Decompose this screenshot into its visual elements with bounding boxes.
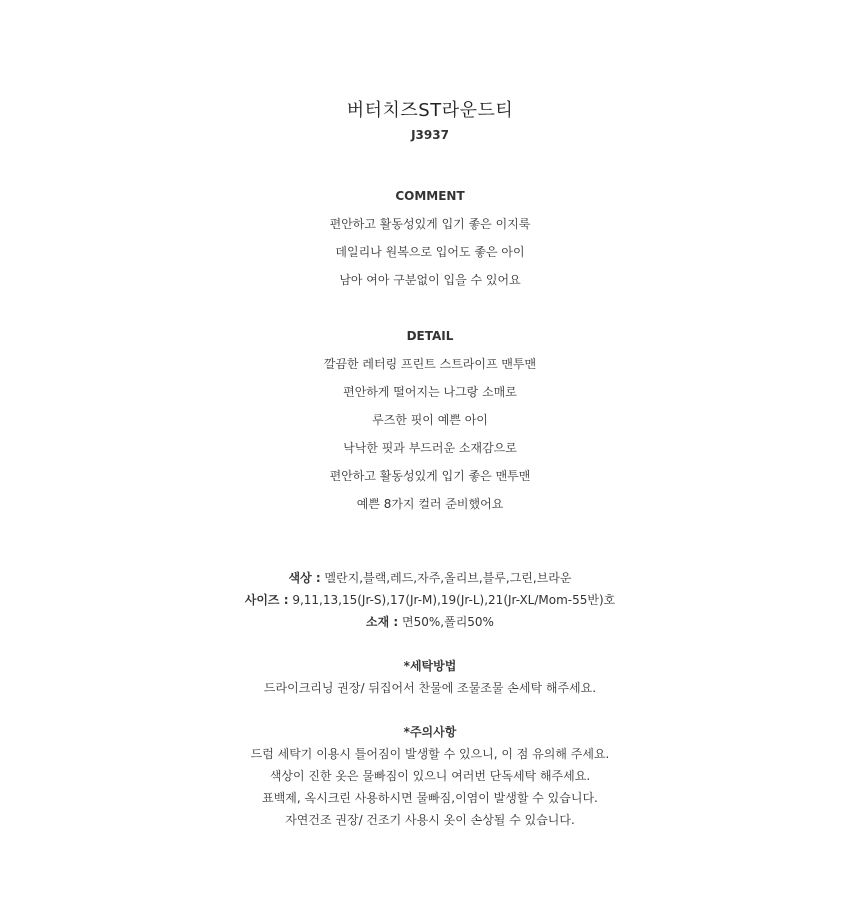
washing-heading: *세탁방법 [403,659,457,673]
color-label: 색상 : [288,571,321,585]
comment-line: 남아 여아 구분없이 입을 수 있어요 [339,273,521,287]
detail-heading: DETAIL [406,329,454,343]
comment-line: 편안하고 활동성있게 입기 좋은 이지룩 [329,217,531,231]
product-info-section [0,567,860,633]
detail-line: 깔끔한 레터링 프린트 스트라이프 맨투맨 [323,357,537,371]
washing-line: 드라이크리닝 권장/ 뒤집어서 찬물에 조물조물 손세탁 해주세요. [263,681,597,695]
comment-heading: COMMENT [395,189,465,203]
material-row [0,611,860,633]
color-value: 멜란지,블랙,레드,자주,올리브,블루,그린,브라운 [320,571,572,585]
caution-heading: *주의사항 [403,725,457,739]
product-title: 버터치즈ST라운드티 [346,100,514,121]
size-label: 사이즈 : [244,593,289,607]
material-label: 소재 : [366,615,399,629]
caution-line: 자연건조 권장/ 건조기 사용시 옷이 손상될 수 있습니다. [285,813,575,827]
size-row [0,589,860,611]
size-value: 9,11,13,15(Jr-S),17(Jr-M),19(Jr-L),21(Jr-XL/Mom-55반)호 [288,593,616,607]
material-value: 면50%,폴리50% [398,615,494,629]
comment-section [0,182,860,294]
caution-line: 색상이 진한 옷은 물빠짐이 있으니 여러번 단독세탁 해주세요. [269,769,591,783]
washing-section [0,655,860,699]
caution-line: 표백제, 옥시크린 사용하시면 물빠짐,이염이 발생할 수 있습니다. [262,791,598,805]
detail-section [0,322,860,518]
detail-line: 루즈한 핏이 예쁜 아이 [372,413,488,427]
detail-line: 편안하고 활동성있게 입기 좋은 맨투맨 [329,469,531,483]
detail-line: 편안하게 떨어지는 나그랑 소매로 [343,385,517,399]
caution-section [0,721,860,831]
comment-line: 데일리나 원복으로 입어도 좋은 아이 [335,245,525,259]
caution-line: 드럼 세탁기 이용시 틀어짐이 발생할 수 있으니, 이 점 유의해 주세요. [250,747,610,761]
detail-line: 낙낙한 핏과 부드러운 소재감으로 [343,441,517,455]
product-code: J3937 [411,128,449,142]
color-row [0,567,860,589]
detail-line: 예쁜 8가지 컬러 준비했어요 [356,497,504,511]
